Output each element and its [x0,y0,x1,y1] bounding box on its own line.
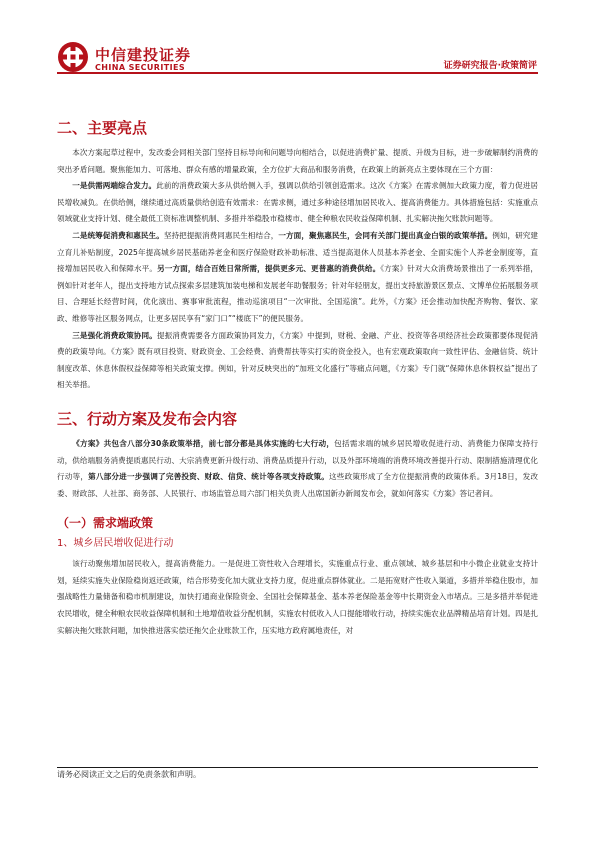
subsubsection-title-income-action: 1、城乡居民增收促进行动 [57,538,174,550]
plan-body-1: 包括需求端的城乡居民增收促进行动、消费能力保障支持行动，供给端服务消费提质惠民行动、大宗消费更新升级行动、消费品质提升行动，以及外部环境端的消费环境改善提升行动、限制措施清理优化行动等， [57,438,538,482]
plan-bold-2: 第八部分进一步强调了完善投资、财政、信贷、统计等各项支持政策。 [88,472,330,482]
citic-logo-icon [57,41,89,73]
section-title-highlights: 二、主要亮点 [57,119,148,137]
page-header [0,0,595,110]
point-3-body: 提振消费需要各方面政策协同发力，《方案》中提到，财税、金融、产业、投资等各项经济社会政策都要体现促消费的政策导向。《方案》既有项目投资、财政资金、工会经费、消费帮扶等实打实的资金投入，也有宏观政策取向一致性评估、金融信贷、统计制度改革、休息休假权益保障等相关政策支撑。例如，针对反映突出的“加班文化盛行”等痛点问题，《方案》专门就“保障休息休假权益”提出了相关举措。 [57,330,538,390]
subsection-title-demand-side: （一）需求端政策 [57,516,154,531]
plan-bold-1: 《方案》共包含八部分30条政策举措，前七部分都是具体实施的七大行动， [72,438,335,448]
point-2-body-3: 《方案》针对大众消费场景推出了一系列举措，例如针对老年人，提出支持地方试点探索多层建筑加装电梯和发展老年助餐服务；针对年轻朋友，提出支持旅游景区景点、文博单位拓展服务项目、合理延长经营时间，优化演出、赛事审批流程，推动巡演项目“一次审批、全国巡演”。此外，《方案》还会推动加快配齐购物、餐饮、家政、维修等社区服务网点，让更多居民享有“家门口”“楼底下”的便民服务。 [57,264,539,323]
main-content [57,118,538,639]
intro-text: 本次方案起草过程中，发改委会同相关部门坚持目标导向和问题导向相结合，以促进消费扩量、提质、升级为目标，进一步破解制约消费的突出矛盾问题。聚焦能加力、可落地、群众有感的增量政策，全方位扩大商品和服务消费，在政策上的新亮点主要体现在三个方面： [57,148,538,174]
point-1-lead: 一是供需两端综合发力。 [72,181,157,191]
point-3-lead: 三是强化消费政策协同。 [72,330,157,340]
point-2-body-2: 例如，研究建立育儿补贴制度，2025年提高城乡居民基础养老金和医疗保险财政补助标准、适当提高退休人员基本养老金、全面实施个人养老金制度等，直接增加居民收入和保障水平。 [57,230,539,274]
brand-name-cn: 中信建投证券 [95,46,192,64]
point-2-bold-1: 一方面，聚焦惠民生，会同有关部门提出真金白银的政策举措。 [278,230,493,240]
income-action-body: 该行动聚焦增加居民收入，提高消费能力。一是促进工资性收入合理增长，实施重点行业、重点领域、城乡基层和中小微企业就业支持计划，延续实施失业保险稳岗返还政策，结合形势变化加大就业支持力度，促进重点群体就业。二是拓宽财产性收入渠道，多措并举稳住股市，加强战略性力量储备和稳市机制建设，加快打通商业保险资金、全国社会保障基金、基本养老保险基金等中长期资金入市堵点。三是多措并举促进农民增收，健全种粮农民收益保障机制和土地增值收益分配机制，实施农村低收入人口提能增收行动，持续实施农业品牌精品培育计划。四是扎实解决拖欠账款问题，加快推进落实偿还拖欠企业账款工作，压实地方政府属地责任，对 [57,559,538,635]
paragraph-income-action [57,556,538,639]
plan-body-2: 这些政策形成了全方位提振消费的政策体系。3月18日，发改委、财政部、人社部、商务部、人民银行、市场监管总局六部门相关负责人出席国新办新闻发布会，就如何落实《方案》答记者问。 [57,472,539,498]
paragraph-point-3 [57,328,538,394]
header-divider [57,72,538,74]
report-type-label: 证券研究报告·政策简评 [443,61,537,71]
point-2-bold-2: 另一方面，结合百姓日常所需，提供更多元、更普惠的消费供给。 [157,264,381,274]
point-2-body-1: 坚持把提振消费同惠民生相结合， [163,230,279,240]
point-2-lead: 二是统筹促消费和惠民生。 [72,230,164,240]
paragraph-plan-overview [57,436,538,502]
section-title-action-plan: 三、行动方案及发布会内容 [57,409,238,428]
paragraph-point-1 [57,178,538,228]
point-1-body: 此前的消费政策大多从供给侧入手，强调以供给引领创造需求。这次《方案》在需求侧加大政策力度，着力促进居民增收减负。在供给侧，继续通过高质量供给创造有效需求：在需求侧，通过多种途径增加居民收入、提高消费能力。具体措施包括：实施重点领域就业支持计划、健全最低工资标准调整机制、多措并举稳股市稳楼市、健全种粮农民收益保障机制、扎实解决拖欠账款问题等。 [57,181,539,224]
paragraph-intro [57,145,538,178]
paragraph-point-2 [57,228,538,328]
brand-name-en: CHINA SECURITIES [95,63,186,72]
footer-disclaimer: 请务必阅读正文之后的免责条款和声明。 [57,770,201,779]
